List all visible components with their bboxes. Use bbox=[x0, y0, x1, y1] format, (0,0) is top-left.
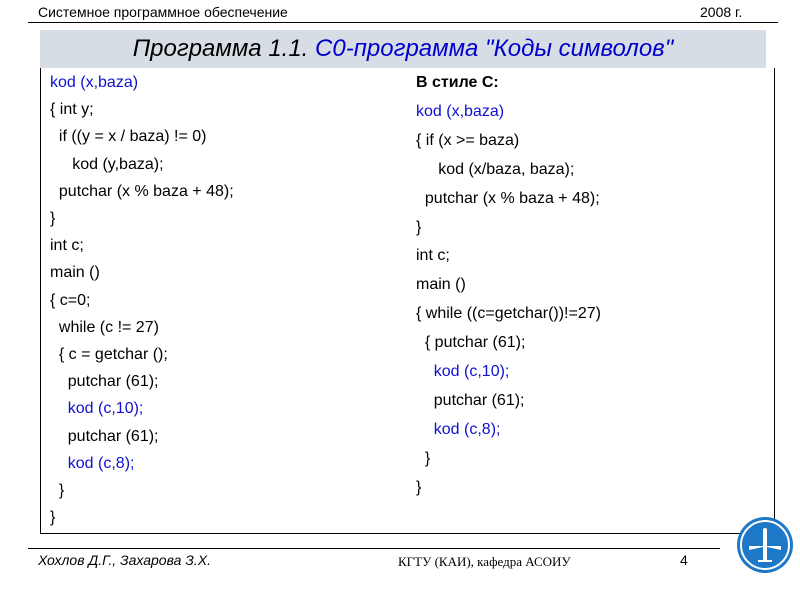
code-line: } bbox=[416, 449, 431, 467]
header-divider bbox=[28, 22, 778, 23]
code-line: putchar (x % baza + 48); bbox=[416, 189, 600, 207]
code-line: { putchar (61); bbox=[416, 334, 526, 352]
code-line: { c = getchar (); bbox=[50, 346, 168, 363]
header-year: 2008 г. bbox=[700, 4, 743, 20]
code-line: kod (c,10); bbox=[416, 363, 510, 380]
code-line: putchar (x % baza + 48); bbox=[50, 182, 234, 200]
page-number: 4 bbox=[680, 552, 688, 568]
footer-institution: КГТУ (КАИ), кафедра АСОИУ bbox=[398, 554, 571, 569]
code-line: kod (x/baza, baza); bbox=[416, 160, 575, 178]
code-line: kod (y,baza); bbox=[50, 155, 164, 173]
code-line: int c; bbox=[416, 247, 450, 265]
code-line: kod (x,baza) bbox=[50, 74, 139, 91]
code-line: { while ((c=getchar())!=27) bbox=[416, 305, 601, 323]
code-line: putchar (61); bbox=[50, 373, 159, 391]
code-line: putchar (61); bbox=[50, 427, 159, 445]
airplane-icon bbox=[736, 516, 794, 574]
code-line: kod (c,8); bbox=[50, 454, 135, 472]
code-line: int c; bbox=[50, 237, 84, 255]
code-line: { if (x >= baza) bbox=[416, 131, 520, 149]
title-accent: С0-программа "Коды символов" bbox=[315, 35, 674, 62]
slide-title bbox=[40, 30, 766, 68]
code-line: if ((y = x / baza) != 0) bbox=[50, 128, 207, 146]
code-line: { c=0; bbox=[50, 291, 91, 309]
header-course: Системное программное обеспечение bbox=[38, 4, 288, 20]
footer-authors: Хохлов Д.Г., Захарова З.Х. bbox=[38, 552, 211, 568]
code-line: } bbox=[50, 482, 65, 499]
code-line: main () bbox=[50, 264, 100, 282]
footer-divider bbox=[28, 548, 720, 549]
code-line: kod (x,baza) bbox=[416, 102, 505, 120]
title-prefix: Программа 1.1. bbox=[132, 35, 316, 62]
code-line: } bbox=[50, 210, 56, 227]
code-line: putchar (61); bbox=[416, 391, 525, 409]
code-line: } bbox=[416, 478, 422, 496]
code-line: { int y; bbox=[50, 101, 94, 119]
code-line: В стиле С: bbox=[416, 74, 499, 91]
code-line: } bbox=[50, 509, 56, 527]
code-line: kod (c,10); bbox=[50, 400, 144, 418]
code-line: kod (c,8); bbox=[416, 420, 501, 438]
code-line: while (c != 27) bbox=[50, 318, 159, 336]
code-line: } bbox=[416, 218, 422, 236]
code-line: main () bbox=[416, 276, 466, 294]
